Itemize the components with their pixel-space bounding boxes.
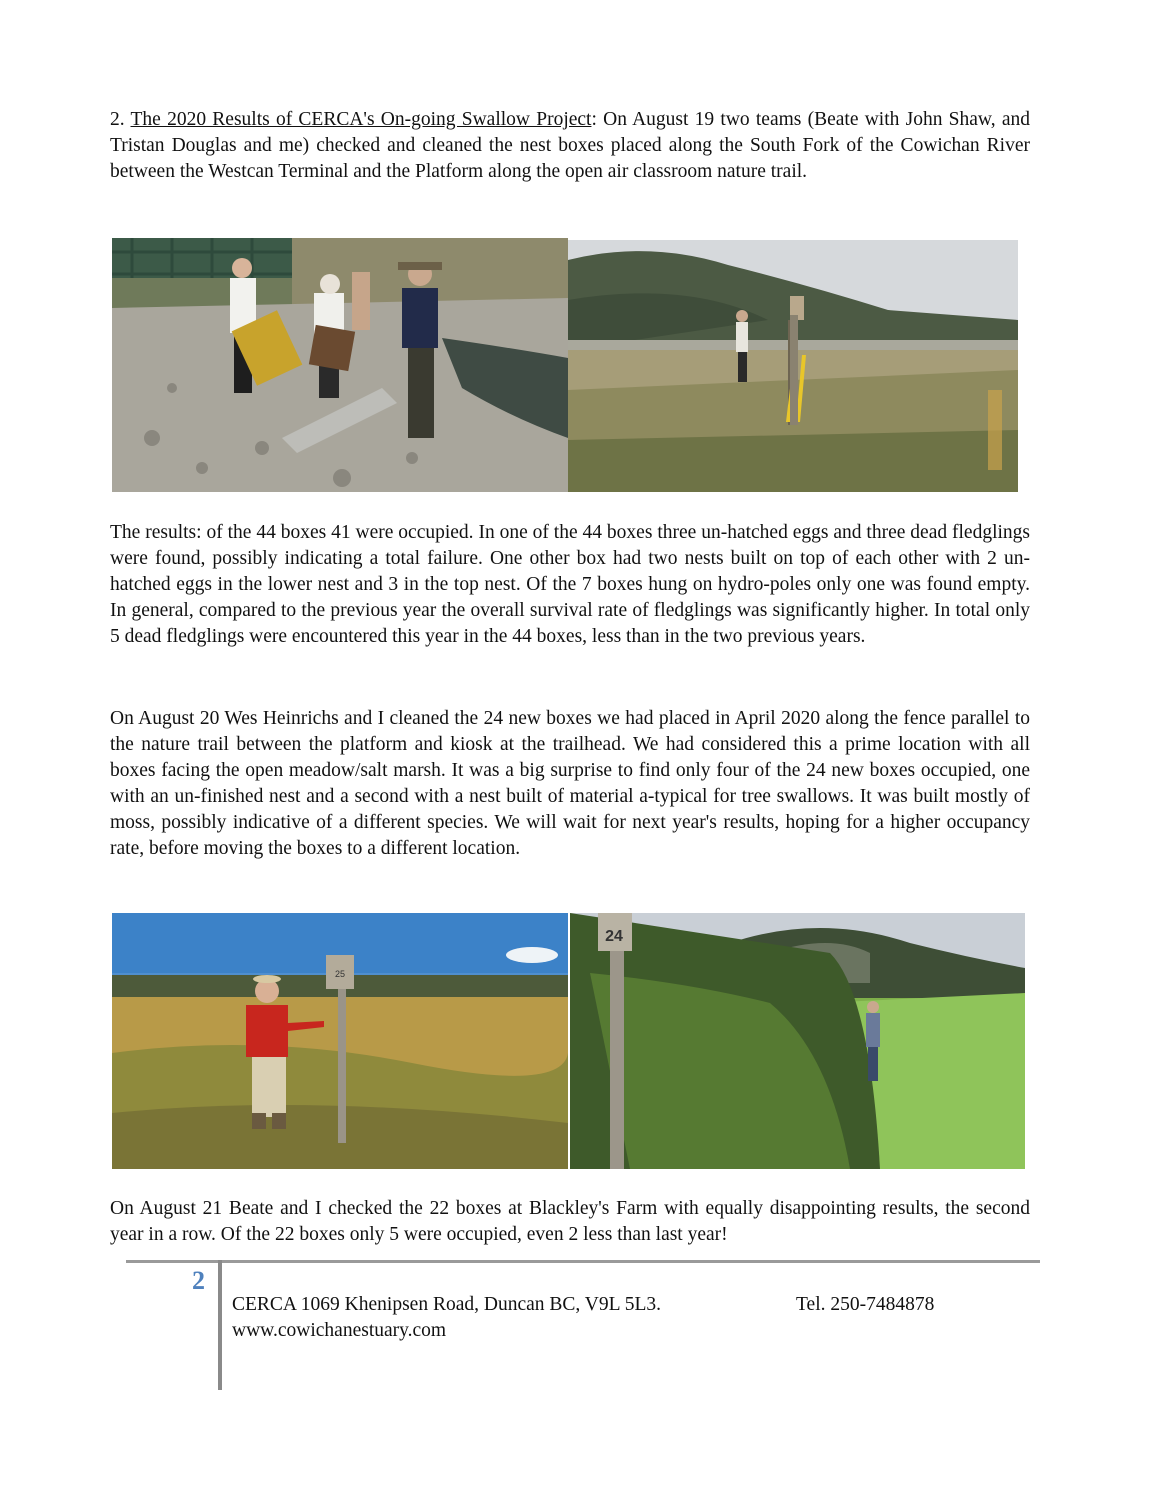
photo-estuary-ladder (568, 240, 1018, 492)
section-number: 2. (110, 109, 131, 130)
footer-contact (232, 1292, 661, 1344)
page-number: 2 (192, 1266, 205, 1295)
footer-vertical-rule (218, 1260, 222, 1390)
footer-phone: Tel. 250-7484878 (796, 1294, 935, 1315)
photo-man-nest-box (112, 913, 568, 1169)
photo-team-riverbank (112, 238, 568, 492)
nest-box-number-24: 24 (605, 928, 623, 945)
paragraph-intro (110, 107, 1030, 185)
section-title: The 2020 Results of CERCA's On-going Swallow Project (130, 109, 592, 130)
footer-website: www.cowichanestuary.com (232, 1320, 447, 1341)
paragraph-august-21: On August 21 Beate and I checked the 22 boxes at Blackley's Farm with equally disappointing results, the second year in a row. Of the 22 boxes only 5 were occupied, even 2 less than last year! (110, 1198, 1030, 1245)
paragraph-results: The results: of the 44 boxes 41 were occupied. In one of the 44 boxes three un-hatched eggs and three dead fledglings were found, possibly indicating a total failure. One other box had two nests built on top of each other with 2 un-hatched eggs in the lower nest and 3 in the top nest. Of the 7 boxes hung on hydro-poles only one was found empty. In general, compared to the previous year the overall survival rate of fledglings was significantly higher. In total only 5 dead fledglings were encountered this year in the 44 boxes, less than in the two previous years. (110, 522, 1030, 647)
footer-divider (126, 1260, 1040, 1263)
photo-fence-nest-box-24 (570, 913, 1025, 1169)
paragraph-august-20: On August 20 Wes Heinrichs and I cleaned the 24 new boxes we had placed in April 2020 along the fence parallel to the nature trail between the platform and kiosk at the trailhead. We had considered this a prime location with all boxes facing the open meadow/salt marsh. It was a big surprise to find only four of the 24 new boxes occupied, one with an un-finished nest and a second with a nest built of material a-typical for tree swallows. It was built mostly of moss, possibly indicative of a different species. We will wait for next year's results, hoping for a higher occupancy rate, before moving the boxes to a different location. (110, 708, 1030, 859)
nest-box-number-25: 25 (334, 969, 346, 979)
footer-address: CERCA 1069 Khenipsen Road, Duncan BC, V9L 5L3. (232, 1294, 661, 1315)
intro-text: : On August 19 two teams (Beate with John Shaw, and Tristan Douglas and me) checked and cleaned the nest boxes placed along the South Fork of the Cowichan River between the Westcan Terminal and the Platform along the open air classroom nature trail. (110, 109, 1031, 182)
